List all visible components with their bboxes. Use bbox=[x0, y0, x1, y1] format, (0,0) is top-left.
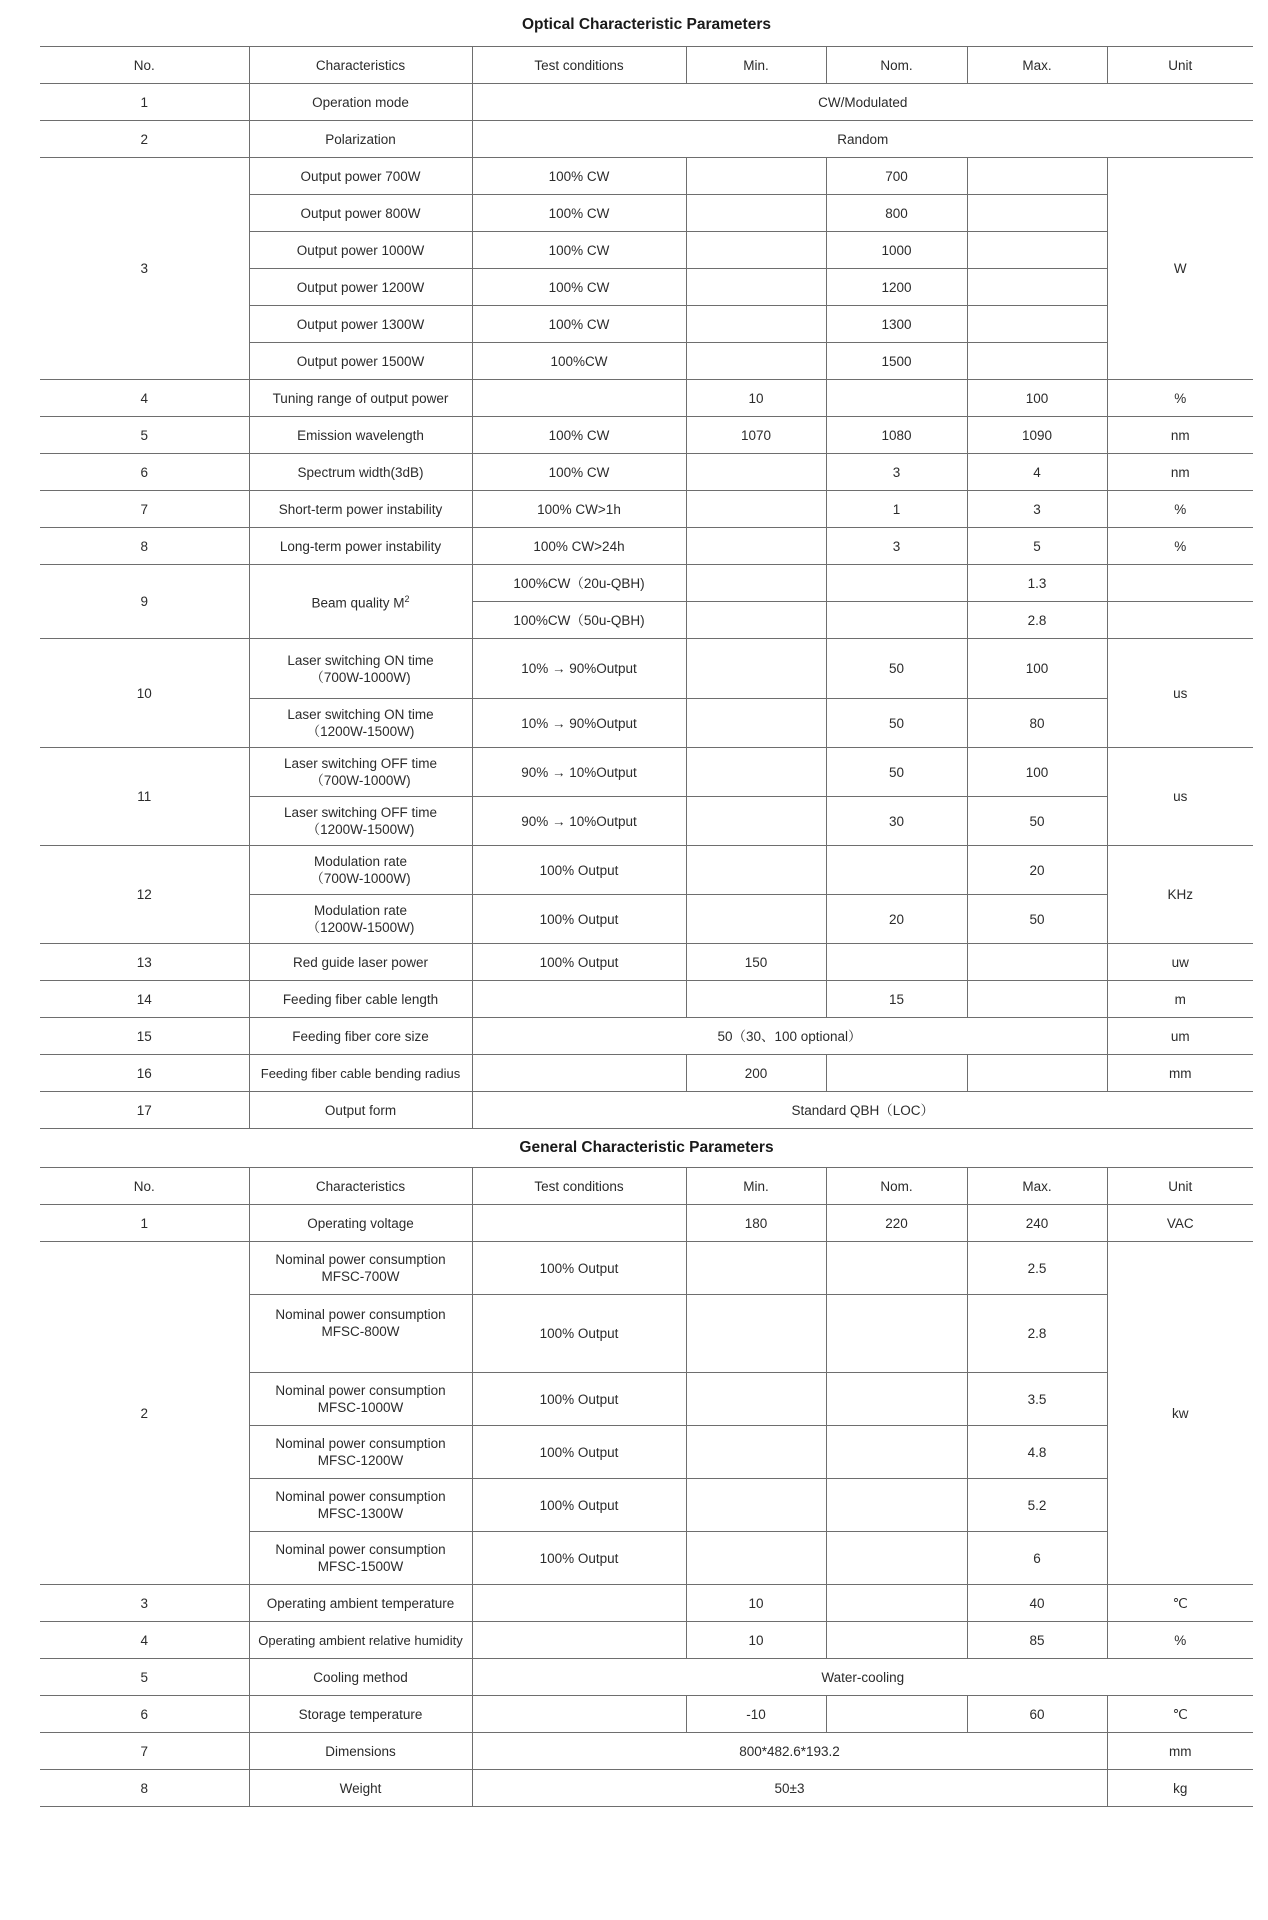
cell-characteristic: Cooling method bbox=[249, 1659, 472, 1696]
char-line-1: Nominal power consumption bbox=[275, 1542, 446, 1557]
cell-characteristic: Long-term power instability bbox=[249, 528, 472, 565]
cell-no: 7 bbox=[40, 1733, 249, 1770]
cell-min bbox=[686, 748, 826, 797]
table-row bbox=[40, 454, 1253, 491]
cell-max bbox=[967, 232, 1107, 269]
table-row bbox=[40, 981, 1253, 1018]
table-row bbox=[40, 1659, 1253, 1696]
cell-min bbox=[686, 158, 826, 195]
cell-min bbox=[686, 454, 826, 491]
cell-characteristic: Short-term power instability bbox=[249, 491, 472, 528]
cell-min bbox=[686, 565, 826, 602]
cell-no: 3 bbox=[40, 1585, 249, 1622]
table-row bbox=[40, 1092, 1253, 1129]
table-header-row bbox=[40, 47, 1253, 84]
cell-nom bbox=[826, 1242, 967, 1295]
table-row bbox=[40, 1696, 1253, 1733]
cell-merged-value: 50±3 bbox=[472, 1770, 1107, 1807]
char-line-2: （1200W-1500W) bbox=[306, 920, 415, 935]
cell-max bbox=[967, 269, 1107, 306]
cell-characteristic: Dimensions bbox=[249, 1733, 472, 1770]
char-line-1: Nominal power consumption bbox=[275, 1307, 446, 1322]
cell-test-condition bbox=[472, 380, 686, 417]
char-line-1: Nominal power consumption bbox=[275, 1436, 446, 1451]
cell-characteristic: Output power 1300W bbox=[249, 306, 472, 343]
cell-characteristic bbox=[249, 1242, 472, 1295]
cell-nom: 20 bbox=[826, 895, 967, 944]
table-row bbox=[40, 1242, 1253, 1295]
cell-max: 240 bbox=[967, 1205, 1107, 1242]
cell-unit: mm bbox=[1107, 1733, 1253, 1770]
table-row bbox=[40, 491, 1253, 528]
cell-test-condition: 100% Output bbox=[472, 1242, 686, 1295]
cell-min bbox=[686, 1373, 826, 1426]
header-unit: Unit bbox=[1107, 47, 1253, 84]
cell-characteristic: Output power 800W bbox=[249, 195, 472, 232]
cell-merged-value: 50（30、100 optional） bbox=[472, 1018, 1107, 1055]
cell-test-condition: 100% Output bbox=[472, 1426, 686, 1479]
cell-unit: us bbox=[1107, 748, 1253, 846]
table-row bbox=[40, 1585, 1253, 1622]
cell-max: 2.5 bbox=[967, 1242, 1107, 1295]
cell-max: 100 bbox=[967, 639, 1107, 699]
optical-section-title: Optical Characteristic Parameters bbox=[522, 16, 771, 33]
table-row bbox=[40, 121, 1253, 158]
cell-test-condition: 100% CW bbox=[472, 232, 686, 269]
cell-nom bbox=[826, 602, 967, 639]
cell-min: 10 bbox=[686, 1585, 826, 1622]
cell-max: 5.2 bbox=[967, 1479, 1107, 1532]
cell-unit: nm bbox=[1107, 417, 1253, 454]
cell-no: 2 bbox=[40, 1242, 249, 1585]
cell-nom: 1000 bbox=[826, 232, 967, 269]
cell-min: 180 bbox=[686, 1205, 826, 1242]
cell-test-condition: 100%CW（50u-QBH) bbox=[472, 602, 686, 639]
char-line-2: MFSC-1200W bbox=[317, 1453, 404, 1468]
cell-unit: % bbox=[1107, 380, 1253, 417]
header-no: No. bbox=[40, 1168, 249, 1205]
table-row bbox=[40, 748, 1253, 797]
cell-min bbox=[686, 491, 826, 528]
cell-min: 1070 bbox=[686, 417, 826, 454]
cell-characteristic bbox=[249, 1532, 472, 1585]
cell-characteristic bbox=[249, 1479, 472, 1532]
cell-nom bbox=[826, 1426, 967, 1479]
cell-max: 3 bbox=[967, 491, 1107, 528]
cell-nom: 700 bbox=[826, 158, 967, 195]
cell-max bbox=[967, 343, 1107, 380]
cell-test-condition: 100% Output bbox=[472, 1373, 686, 1426]
cell-characteristic: Weight bbox=[249, 1770, 472, 1807]
cell-nom bbox=[826, 1622, 967, 1659]
cell-no: 17 bbox=[40, 1092, 249, 1129]
cell-unit: % bbox=[1107, 528, 1253, 565]
cell-nom: 15 bbox=[826, 981, 967, 1018]
cell-unit: % bbox=[1107, 1622, 1253, 1659]
cell-test-condition: 100%CW bbox=[472, 343, 686, 380]
cell-no: 10 bbox=[40, 639, 249, 748]
superscript: 2 bbox=[404, 594, 410, 605]
cell-max bbox=[967, 195, 1107, 232]
cell-max: 4.8 bbox=[967, 1426, 1107, 1479]
table-row bbox=[40, 846, 1253, 895]
cell-characteristic: Feeding fiber cable length bbox=[249, 981, 472, 1018]
cell-characteristic: Storage temperature bbox=[249, 1696, 472, 1733]
header-max: Max. bbox=[967, 47, 1107, 84]
general-section-title: General Characteristic Parameters bbox=[519, 1139, 774, 1156]
cell-no: 9 bbox=[40, 565, 249, 639]
cell-nom: 1 bbox=[826, 491, 967, 528]
optical-table bbox=[40, 46, 1253, 1129]
cell-test-condition: 100% CW bbox=[472, 417, 686, 454]
cell-nom: 50 bbox=[826, 639, 967, 699]
header-unit: Unit bbox=[1107, 1168, 1253, 1205]
cell-min bbox=[686, 306, 826, 343]
char-line-1: Nominal power consumption bbox=[275, 1252, 446, 1267]
cell-nom: 50 bbox=[826, 699, 967, 748]
cell-test-condition: 100% CW>24h bbox=[472, 528, 686, 565]
cell-nom: 3 bbox=[826, 454, 967, 491]
cell-unit: VAC bbox=[1107, 1205, 1253, 1242]
char-line-1: Laser switching OFF time bbox=[283, 805, 438, 820]
cell-nom: 220 bbox=[826, 1205, 967, 1242]
cell-characteristic: Feeding fiber core size bbox=[249, 1018, 472, 1055]
cell-min bbox=[686, 195, 826, 232]
cell-test-condition: 100%CW（20u-QBH) bbox=[472, 565, 686, 602]
cell-max: 100 bbox=[967, 380, 1107, 417]
cell-max bbox=[967, 158, 1107, 195]
cell-min bbox=[686, 602, 826, 639]
cell-no: 7 bbox=[40, 491, 249, 528]
char-line-2: MFSC-800W bbox=[321, 1324, 400, 1339]
cell-no: 13 bbox=[40, 944, 249, 981]
cell-nom bbox=[826, 1696, 967, 1733]
spec-sheet bbox=[40, 10, 1253, 1807]
cell-characteristic: Operating ambient temperature bbox=[249, 1585, 472, 1622]
cell-no: 5 bbox=[40, 1659, 249, 1696]
cell-characteristic: Operating voltage bbox=[249, 1205, 472, 1242]
cell-test-condition: 100% Output bbox=[472, 944, 686, 981]
cell-max: 2.8 bbox=[967, 602, 1107, 639]
table-row bbox=[40, 84, 1253, 121]
cell-test-condition: 100% Output bbox=[472, 1532, 686, 1585]
header-nom: Nom. bbox=[826, 47, 967, 84]
cell-test-condition: 100% CW bbox=[472, 269, 686, 306]
cell-characteristic: Spectrum width(3dB) bbox=[249, 454, 472, 491]
cell-min: -10 bbox=[686, 1696, 826, 1733]
cell-max: 5 bbox=[967, 528, 1107, 565]
cell-merged-value: Standard QBH（LOC） bbox=[472, 1092, 1253, 1129]
header-characteristics: Characteristics bbox=[249, 47, 472, 84]
char-line-1: Laser switching OFF time bbox=[283, 756, 438, 771]
cell-no: 3 bbox=[40, 158, 249, 380]
cell-unit: um bbox=[1107, 1018, 1253, 1055]
cell-min bbox=[686, 1242, 826, 1295]
cell-characteristic bbox=[249, 748, 472, 797]
cell-max: 4 bbox=[967, 454, 1107, 491]
cell-characteristic: Output power 1500W bbox=[249, 343, 472, 380]
char-line-1: Nominal power consumption bbox=[275, 1383, 446, 1398]
cell-no: 8 bbox=[40, 1770, 249, 1807]
cell-characteristic: Polarization bbox=[249, 121, 472, 158]
cell-test-condition: 90% → 10%Output bbox=[472, 748, 686, 797]
cell-unit: W bbox=[1107, 158, 1253, 380]
cell-test-condition bbox=[472, 1622, 686, 1659]
cell-no: 11 bbox=[40, 748, 249, 846]
cell-nom: 50 bbox=[826, 748, 967, 797]
table-row bbox=[40, 380, 1253, 417]
cell-unit: uw bbox=[1107, 944, 1253, 981]
cell-unit: KHz bbox=[1107, 846, 1253, 944]
cell-nom bbox=[826, 1532, 967, 1585]
cell-unit: m bbox=[1107, 981, 1253, 1018]
char-line-1: Laser switching ON time bbox=[287, 707, 434, 722]
cell-characteristic bbox=[249, 699, 472, 748]
cell-test-condition: 100% CW bbox=[472, 158, 686, 195]
char-line-1: Nominal power consumption bbox=[275, 1489, 446, 1504]
cell-test-condition bbox=[472, 1055, 686, 1092]
cell-nom bbox=[826, 1055, 967, 1092]
cell-unit bbox=[1107, 602, 1253, 639]
cell-max: 20 bbox=[967, 846, 1107, 895]
cell-test-condition: 100% Output bbox=[472, 846, 686, 895]
char-line-2: MFSC-1300W bbox=[317, 1506, 404, 1521]
cell-nom: 1080 bbox=[826, 417, 967, 454]
cell-characteristic bbox=[249, 565, 472, 639]
cell-nom: 3 bbox=[826, 528, 967, 565]
char-line-2: （700W-1000W) bbox=[310, 871, 411, 886]
cell-test-condition: 10% → 90%Output bbox=[472, 699, 686, 748]
cell-characteristic bbox=[249, 639, 472, 699]
cell-characteristic: Output form bbox=[249, 1092, 472, 1129]
cell-max: 80 bbox=[967, 699, 1107, 748]
cell-test-condition: 100% CW>1h bbox=[472, 491, 686, 528]
header-test-conditions: Test conditions bbox=[472, 1168, 686, 1205]
cell-min bbox=[686, 528, 826, 565]
cell-min bbox=[686, 1426, 826, 1479]
char-line-1: Laser switching ON time bbox=[287, 652, 434, 668]
cell-merged-value: 800*482.6*193.2 bbox=[472, 1733, 1107, 1770]
char-line-2: MFSC-700W bbox=[321, 1269, 400, 1284]
cell-no: 5 bbox=[40, 417, 249, 454]
cell-no: 6 bbox=[40, 454, 249, 491]
cell-test-condition: 100% Output bbox=[472, 1479, 686, 1532]
cell-min: 10 bbox=[686, 1622, 826, 1659]
cell-test-condition: 100% CW bbox=[472, 195, 686, 232]
table-row bbox=[40, 1770, 1253, 1807]
header-test-conditions: Test conditions bbox=[472, 47, 686, 84]
beam-quality-label: Beam quality M bbox=[311, 595, 405, 611]
table-row bbox=[40, 639, 1253, 699]
cell-min bbox=[686, 846, 826, 895]
header-min: Min. bbox=[686, 47, 826, 84]
cell-nom: 30 bbox=[826, 797, 967, 846]
cell-characteristic: Output power 1000W bbox=[249, 232, 472, 269]
cell-min: 150 bbox=[686, 944, 826, 981]
char-line-2: （700W-1000W) bbox=[310, 773, 411, 788]
cell-min bbox=[686, 639, 826, 699]
cell-test-condition bbox=[472, 1585, 686, 1622]
cell-min bbox=[686, 1532, 826, 1585]
cell-no: 14 bbox=[40, 981, 249, 1018]
cell-unit: nm bbox=[1107, 454, 1253, 491]
cell-max: 6 bbox=[967, 1532, 1107, 1585]
cell-no: 2 bbox=[40, 121, 249, 158]
cell-min: 200 bbox=[686, 1055, 826, 1092]
table-header-row bbox=[40, 1168, 1253, 1205]
table-row bbox=[40, 158, 1253, 195]
cell-test-condition: 10% → 90%Output bbox=[472, 639, 686, 699]
cell-no: 1 bbox=[40, 84, 249, 121]
cell-unit: kw bbox=[1107, 1242, 1253, 1585]
char-line-2: （1200W-1500W) bbox=[306, 822, 415, 837]
cell-nom bbox=[826, 1295, 967, 1373]
cell-no: 16 bbox=[40, 1055, 249, 1092]
cell-merged-value: Random bbox=[472, 121, 1253, 158]
header-nom: Nom. bbox=[826, 1168, 967, 1205]
cell-max bbox=[967, 1055, 1107, 1092]
table-row bbox=[40, 1733, 1253, 1770]
cell-nom: 1500 bbox=[826, 343, 967, 380]
cell-characteristic: Red guide laser power bbox=[249, 944, 472, 981]
header-min: Min. bbox=[686, 1168, 826, 1205]
cell-unit: kg bbox=[1107, 1770, 1253, 1807]
cell-min bbox=[686, 269, 826, 306]
header-max: Max. bbox=[967, 1168, 1107, 1205]
cell-test-condition: 100% CW bbox=[472, 454, 686, 491]
cell-nom bbox=[826, 380, 967, 417]
cell-no: 4 bbox=[40, 1622, 249, 1659]
cell-test-condition bbox=[472, 981, 686, 1018]
cell-min bbox=[686, 981, 826, 1018]
cell-nom: 1200 bbox=[826, 269, 967, 306]
table-row bbox=[40, 944, 1253, 981]
cell-max: 60 bbox=[967, 1696, 1107, 1733]
cell-test-condition: 90% → 10%Output bbox=[472, 797, 686, 846]
cell-max: 40 bbox=[967, 1585, 1107, 1622]
cell-unit: % bbox=[1107, 491, 1253, 528]
cell-characteristic bbox=[249, 1295, 472, 1373]
cell-nom bbox=[826, 565, 967, 602]
char-line-1: Modulation rate bbox=[313, 903, 408, 918]
cell-no: 6 bbox=[40, 1696, 249, 1733]
cell-unit: us bbox=[1107, 639, 1253, 748]
cell-max: 3.5 bbox=[967, 1373, 1107, 1426]
cell-characteristic bbox=[249, 1426, 472, 1479]
cell-characteristic bbox=[249, 797, 472, 846]
cell-test-condition bbox=[472, 1205, 686, 1242]
cell-nom bbox=[826, 944, 967, 981]
cell-min bbox=[686, 797, 826, 846]
table-row bbox=[40, 1018, 1253, 1055]
cell-nom bbox=[826, 1373, 967, 1426]
cell-nom: 800 bbox=[826, 195, 967, 232]
cell-test-condition: 100% Output bbox=[472, 895, 686, 944]
cell-min bbox=[686, 895, 826, 944]
cell-max bbox=[967, 944, 1107, 981]
cell-max: 2.8 bbox=[967, 1295, 1107, 1373]
char-line-2: MFSC-1000W bbox=[317, 1400, 404, 1415]
cell-characteristic: Emission wavelength bbox=[249, 417, 472, 454]
cell-test-condition bbox=[472, 1696, 686, 1733]
cell-characteristic: Operating ambient relative humidity bbox=[249, 1622, 472, 1659]
cell-unit: ℃ bbox=[1107, 1696, 1253, 1733]
cell-no: 4 bbox=[40, 380, 249, 417]
cell-no: 8 bbox=[40, 528, 249, 565]
cell-min bbox=[686, 1479, 826, 1532]
cell-min bbox=[686, 343, 826, 380]
char-line-2: （700W-1000W) bbox=[310, 669, 411, 685]
table-row bbox=[40, 417, 1253, 454]
header-characteristics: Characteristics bbox=[249, 1168, 472, 1205]
cell-characteristic bbox=[249, 846, 472, 895]
cell-min bbox=[686, 232, 826, 269]
cell-max: 1.3 bbox=[967, 565, 1107, 602]
cell-max: 50 bbox=[967, 895, 1107, 944]
cell-nom bbox=[826, 1479, 967, 1532]
cell-unit: mm bbox=[1107, 1055, 1253, 1092]
cell-min bbox=[686, 1295, 826, 1373]
cell-max: 50 bbox=[967, 797, 1107, 846]
cell-nom: 1300 bbox=[826, 306, 967, 343]
cell-unit: ℃ bbox=[1107, 1585, 1253, 1622]
cell-no: 12 bbox=[40, 846, 249, 944]
cell-characteristic bbox=[249, 895, 472, 944]
cell-test-condition: 100% CW bbox=[472, 306, 686, 343]
cell-min bbox=[686, 699, 826, 748]
cell-merged-value: Water-cooling bbox=[472, 1659, 1253, 1696]
cell-characteristic: Output power 700W bbox=[249, 158, 472, 195]
cell-nom bbox=[826, 846, 967, 895]
cell-characteristic bbox=[249, 1373, 472, 1426]
cell-no: 1 bbox=[40, 1205, 249, 1242]
table-row bbox=[40, 1055, 1253, 1092]
table-row bbox=[40, 1205, 1253, 1242]
table-row bbox=[40, 528, 1253, 565]
cell-max bbox=[967, 306, 1107, 343]
cell-characteristic: Tuning range of output power bbox=[249, 380, 472, 417]
char-line-2: （1200W-1500W) bbox=[306, 724, 415, 739]
cell-max: 85 bbox=[967, 1622, 1107, 1659]
cell-max: 1090 bbox=[967, 417, 1107, 454]
cell-min: 10 bbox=[686, 380, 826, 417]
cell-characteristic: Operation mode bbox=[249, 84, 472, 121]
cell-nom bbox=[826, 1585, 967, 1622]
header-no: No. bbox=[40, 47, 249, 84]
char-line-1: Modulation rate bbox=[313, 854, 408, 869]
cell-unit bbox=[1107, 565, 1253, 602]
table-row bbox=[40, 1622, 1253, 1659]
cell-max bbox=[967, 981, 1107, 1018]
char-line-2: MFSC-1500W bbox=[317, 1559, 404, 1574]
cell-no: 15 bbox=[40, 1018, 249, 1055]
cell-test-condition: 100% Output bbox=[472, 1295, 686, 1373]
cell-max: 100 bbox=[967, 748, 1107, 797]
table-row bbox=[40, 565, 1253, 602]
cell-characteristic: Output power 1200W bbox=[249, 269, 472, 306]
general-table bbox=[40, 1167, 1253, 1807]
cell-merged-value: CW/Modulated bbox=[472, 84, 1253, 121]
cell-characteristic: Feeding fiber cable bending radius bbox=[249, 1055, 472, 1092]
